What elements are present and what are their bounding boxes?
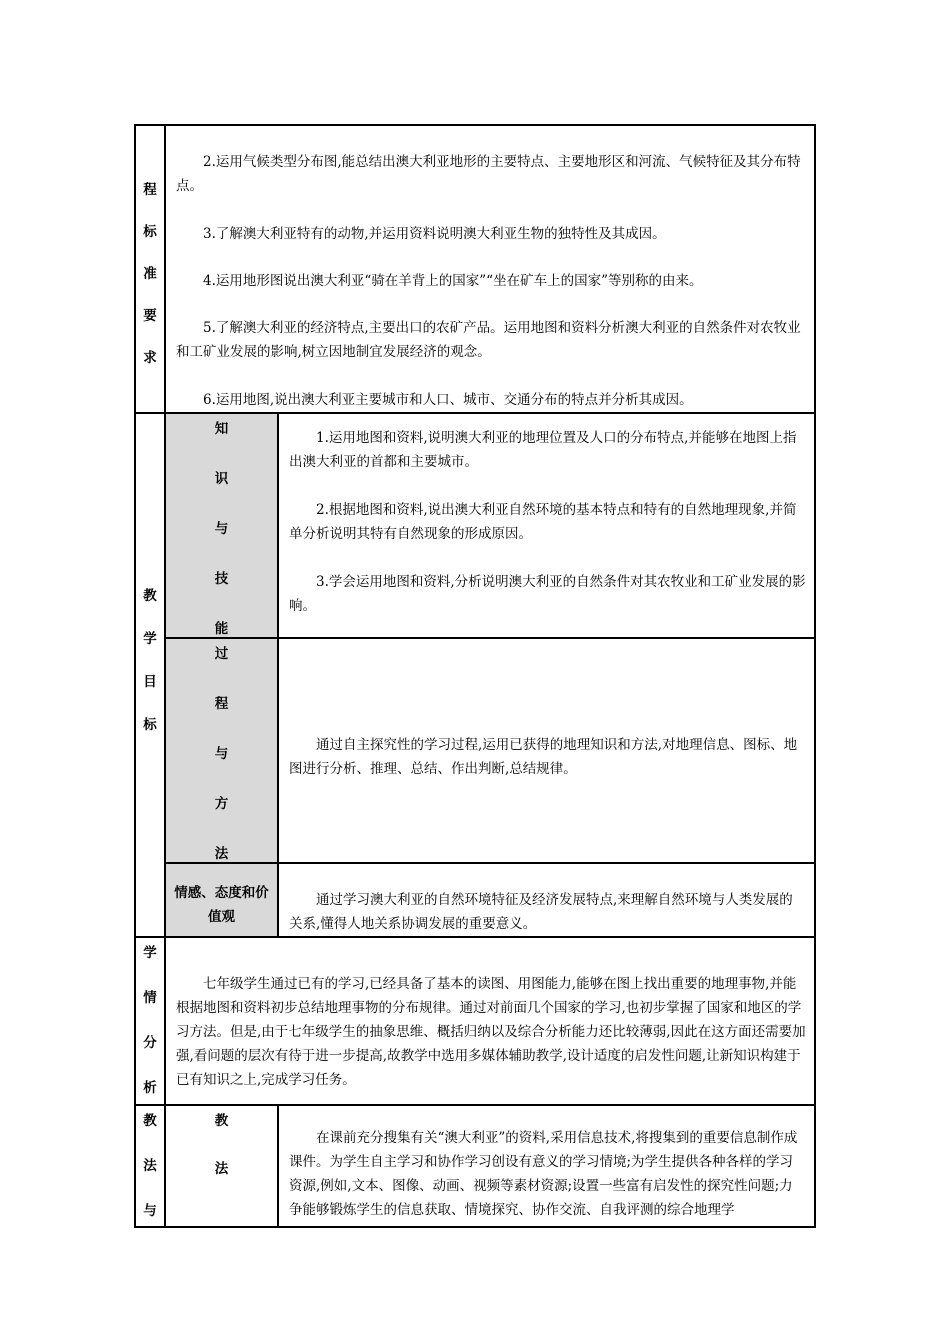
label-char: 程 <box>143 182 157 198</box>
process-text: 通过自主探究性的学习过程,运用已获得的地理知识和方法,对地理信息、图标、地图进行分析、推理、总结、作出判断,总结规律。 <box>289 737 798 777</box>
methods-label <box>135 1105 165 1227</box>
curriculum-item: 6.运用地图,说出澳大利亚主要城市和人口、城市、交通分布的特点并分析其成因。 <box>203 392 693 408</box>
label-char: 教 <box>143 1113 157 1129</box>
knowledge-item: 2.根据地图和资料,说出澳大利亚自然环境的基本特点和特有的自然地理现象,并简单分析说明其特有自然现象的形成原因。 <box>289 502 797 542</box>
label-char: 求 <box>143 350 157 366</box>
emotion-label <box>165 863 278 937</box>
label-char: 学 <box>143 945 157 961</box>
curriculum-item: 3.了解澳大利亚特有的动物,并运用资料说明澳大利亚生物的独特性及其成因。 <box>203 226 666 242</box>
label-char: 能 <box>214 621 229 637</box>
analysis-content <box>165 937 815 1105</box>
curriculum-row <box>135 125 815 413</box>
analysis-row <box>135 937 815 1105</box>
objectives-knowledge-row <box>135 413 815 638</box>
label-char: 技 <box>214 571 229 587</box>
process-label <box>165 638 278 863</box>
label-char: 要 <box>143 308 157 324</box>
methods-row <box>135 1105 815 1227</box>
label-char: 准 <box>143 266 157 282</box>
label-char: 法 <box>214 1161 229 1177</box>
process-content <box>278 638 815 863</box>
objectives-emotion-row <box>135 863 815 937</box>
knowledge-label <box>165 413 278 638</box>
label-char: 过 <box>214 646 229 662</box>
curriculum-item: 4.运用地形图说出澳大利亚“骑在羊背上的国家”“坐在矿车上的国家”等别称的由来。 <box>203 273 703 289</box>
label-char: 程 <box>214 696 229 712</box>
label-char: 与 <box>214 521 229 537</box>
knowledge-item: 3.学会运用地图和资料,分析说明澳大利亚的自然条件对其农牧业和工矿业发展的影响。 <box>289 574 806 614</box>
objectives-process-row <box>135 638 815 863</box>
knowledge-item: 1.运用地图和资料,说明澳大利亚的地理位置及人口的分布特点,并能够在地图上指出澳大利亚的首都和主要城市。 <box>289 430 797 470</box>
label-char: 方 <box>214 796 229 812</box>
label-char: 知 <box>214 421 229 437</box>
curriculum-label <box>135 125 165 413</box>
emotion-content <box>278 863 815 937</box>
label-char: 教 <box>143 588 157 604</box>
label-char: 与 <box>214 746 229 762</box>
label-char: 识 <box>214 471 229 487</box>
label-char: 与 <box>143 1203 157 1219</box>
label-char: 教 <box>214 1113 229 1129</box>
teaching-method-label <box>165 1105 278 1227</box>
analysis-label <box>135 937 165 1105</box>
label-char: 学 <box>143 631 157 647</box>
knowledge-content <box>278 413 815 638</box>
curriculum-item: 2.运用气候类型分布图,能总结出澳大利亚地形的主要特点、主要地形区和河流、气候特征及其分布特点。 <box>176 154 801 194</box>
label-char: 目 <box>143 674 157 690</box>
teaching-method-text: 在课前充分搜集有关“澳大利亚”的资料,采用信息技术,将搜集到的重要信息制作成课件。为学生自主学习和协作学习创设有意义的学习情境;为学生提供各种各样的学习资源,例如,文本、图像、动画、视频等素材资源;设置一些富有启发性的探究性问题;力争能够锻炼学生的信息获取、情境探究、协作交流、自我评测的综合地理学 <box>289 1130 798 1218</box>
analysis-text: 七年级学生通过已有的学习,已经具备了基本的读图、用图能力,能够在图上找出重要的地理事物,并能根据地图和资料初步总结地理事物的分布规律。通过对前面几个国家的学习,也初步掌握了国家和地区的学习方法。但是,由于七年级学生的抽象思维、概括归纳以及综合分析能力还比较薄弱,因此在这方面还需要加强,看问题的层次有待于进一步提高,故教学中选用多媒体辅助教学,设计适度的启发性问题,让新知识构建于已有知识之上,完成学习任务。 <box>176 976 806 1088</box>
teaching-method-content <box>278 1105 815 1227</box>
label-char: 标 <box>143 224 157 240</box>
label-char: 析 <box>143 1080 157 1096</box>
curriculum-item: 5.了解澳大利亚的经济特点,主要出口的农矿产品。运用地图和资料分析澳大利亚的自然条件对农牧业和工矿业发展的影响,树立因地制宜发展经济的观念。 <box>176 320 801 360</box>
lesson-plan-table <box>134 124 816 1228</box>
label-char: 法 <box>143 1158 157 1174</box>
emotion-label-text: 情感、态度和价值观 <box>174 885 269 925</box>
objectives-label <box>135 413 165 937</box>
label-char: 分 <box>143 1035 157 1051</box>
label-char: 法 <box>214 846 229 862</box>
emotion-text: 通过学习澳大利亚的自然环境特征及经济发展特点,来理解自然环境与人类发展的关系,懂得人地关系协调发展的重要意义。 <box>289 892 793 932</box>
label-char: 情 <box>143 990 157 1006</box>
curriculum-content <box>165 125 815 413</box>
label-char: 标 <box>143 717 157 733</box>
